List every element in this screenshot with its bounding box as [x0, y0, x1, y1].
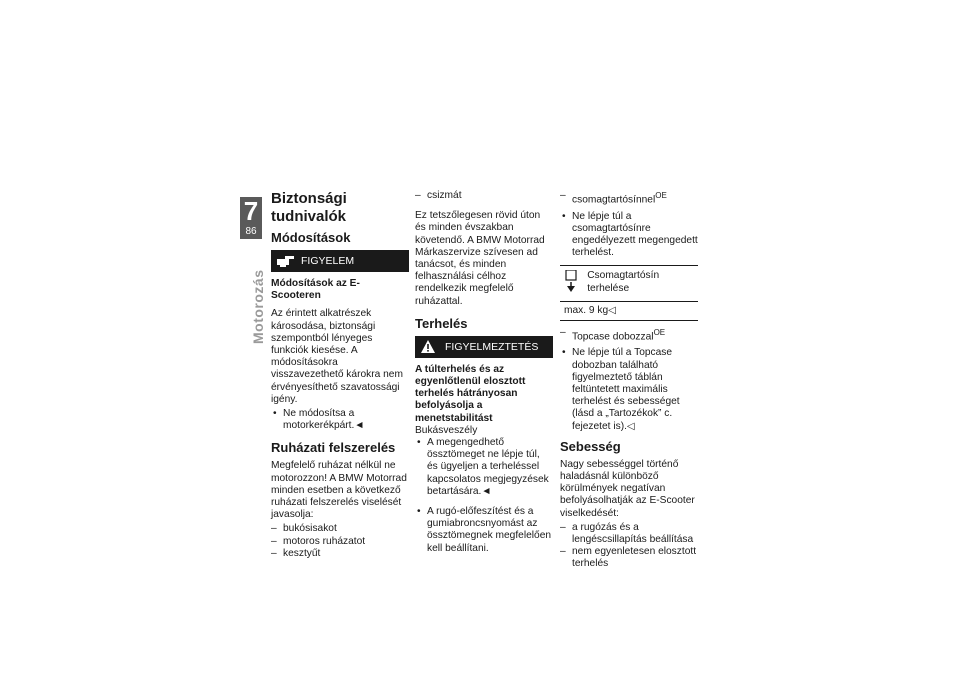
optional-equipment-mark: OE — [653, 327, 666, 337]
list-item: – bukósisakot — [271, 523, 409, 535]
list-item: – nem egyenletesen elosztott terhelés — [560, 546, 698, 570]
column-2 — [415, 190, 553, 561]
list-item: – motoros ruházatot — [271, 536, 409, 548]
list-item: • Ne módosítsa a motorkerékpárt.◄ — [271, 408, 409, 432]
section-label: Motorozás — [250, 269, 266, 344]
heading-speed: Sebesség — [560, 438, 621, 454]
list-item: – kesztyűt — [271, 548, 409, 560]
list-item: • A megengedhető össztömeget ne lépje túl, és ügyeljen a terheléssel kapcsolatos megjegyzések betartására.◄ — [415, 437, 553, 498]
spec-box — [560, 265, 698, 320]
warning-label: FIGYELMEZTETÉS — [445, 340, 539, 353]
heading-clothing: Ruházati felszerelés — [271, 440, 396, 456]
warning-triangle-icon — [421, 340, 439, 354]
column-1 — [271, 190, 409, 566]
optional-equipment-mark: OE — [655, 191, 667, 200]
list-item: – Topcase dobozzal$^{OE}$ — [560, 327, 698, 344]
caution-heading: Módosítások az E-Scooteren — [271, 278, 360, 302]
caution-bar — [271, 250, 409, 272]
list-item: • Ne lépje túl a Topcase dobozban található figyelmeztető táblán feltüntetett maximális terhelést és sebességet (lásd a „Tartozékok” c. fejezetet is).◁ — [560, 347, 698, 432]
caution-label: FIGYELEM — [301, 254, 355, 267]
chapter-number: 7 — [243, 196, 259, 226]
warning-bar — [415, 336, 553, 358]
list-item: – csizmát — [415, 190, 553, 202]
list-item: • Ne lépje túl a csomagtartósínre engedélyezett megengedett terhelést. — [560, 211, 698, 260]
hand-caution-icon — [277, 254, 295, 268]
column-3 — [560, 190, 698, 577]
list-item: – csomagtartósínnel$^{OE}$ — [560, 190, 698, 207]
list-item: • A rugó-előfeszítést és a gumiabroncsnyomást az össztömegnek megfelelően kell beállítani. — [415, 506, 553, 555]
speed-intro: Nagy sebességgel történő haladásnál különböző körülmények negatívan befolyásolhatják az E-Scooter viselkedését: — [560, 458, 695, 519]
warning-heading: A túlterhelés és az egyenlőtlenül elosztott terhelés hátrányosan befolyásolja a menetstabilitást — [415, 363, 526, 424]
paragraph: Ez tetszőlegesen rövid úton és minden évszakban követendő. A BMW Motorrad Márkaszervize szívesen ad tanácsot, és minden felhasználási célhoz rendelkezik megfelelő ruházattal. — [415, 210, 545, 307]
spec-label: Csomagtartósín terhelése — [587, 270, 660, 294]
clothing-intro: Megfelelő ruházat nélkül ne motorozzon! A BMW Motorrad minden esetben a következő ruházati felszerelés viselését javasolja: — [271, 460, 407, 521]
luggage-rack-icon — [564, 270, 579, 296]
heading-load: Terhelés — [415, 315, 468, 331]
caution-body: Az érintett alkatrészek károsodása, biztonsági szempontból lényeges funkciók kiesése. A módosításokra visszavezethető károkra nem érvényesíthető szavatossági igény. — [271, 308, 403, 405]
spec-value: max. 9 kg◁ — [564, 304, 616, 316]
list-item: – a rugózás és a lengéscsillapítás beállítása — [560, 522, 698, 546]
page-number: 86 — [245, 226, 257, 237]
page-title: Biztonsági tudnivalók — [271, 190, 347, 225]
warning-risk: Bukásveszély — [415, 424, 478, 436]
heading-modifications: Módosítások — [271, 230, 351, 245]
